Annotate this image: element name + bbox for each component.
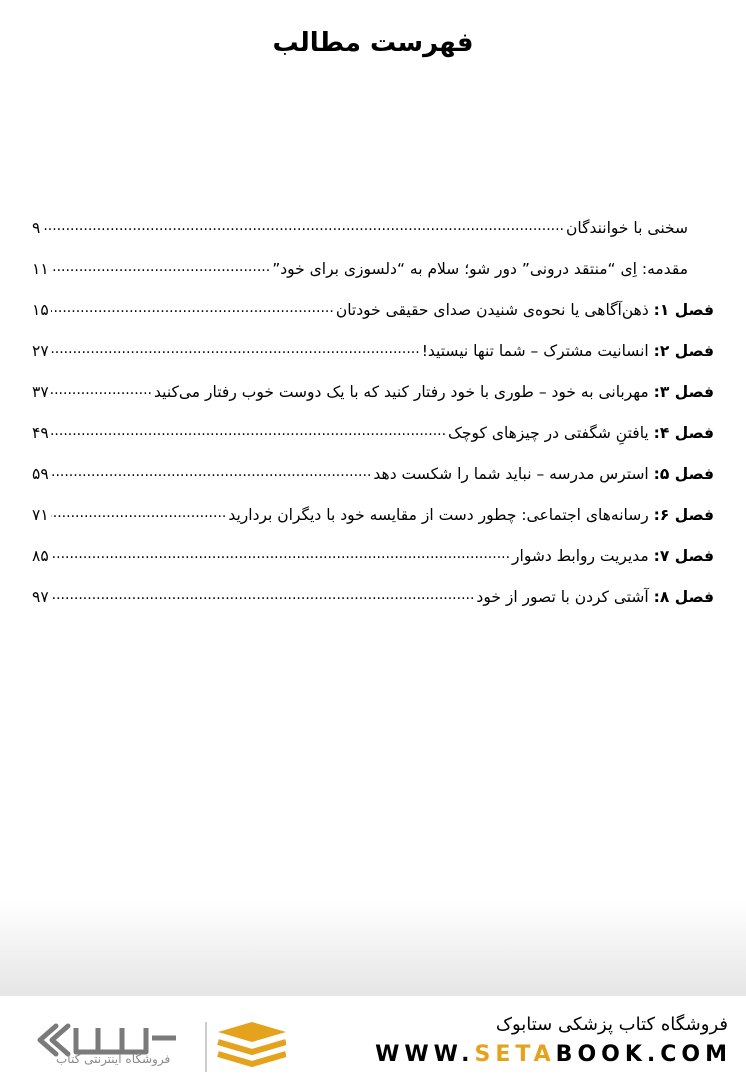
toc-label: فصل ۷: مدیریت روابط دشوار <box>512 547 714 565</box>
toc-label: فصل ۸: آشتی کردن با تصور از خود <box>476 588 714 606</box>
leader-dots <box>51 505 227 525</box>
page-title: فهرست مطالب <box>272 28 474 58</box>
leader-dots <box>51 587 475 607</box>
toc-label: فصل ۲: انسانیت مشترک – شما تنها نیستید! <box>421 342 714 360</box>
leader-dots <box>51 464 372 484</box>
url-suffix: BOOK.COM <box>555 1042 732 1067</box>
leader-dots <box>51 382 152 402</box>
toc-page-number: ۲۷ <box>32 342 49 360</box>
store-name: فروشگاه کتاب پزشکی ستابوک <box>495 1014 728 1035</box>
toc-page-number: ۳۷ <box>32 383 49 401</box>
toc-page-number: ۸۵ <box>32 547 49 565</box>
toc-entry-chapter-3[interactable] <box>32 376 714 408</box>
url-accent: SETA <box>474 1042 556 1067</box>
toc-label: فصل ۱: ذهن‌آگاهی یا نحوه‌ی شنیدن صدای حقیقی خودتان <box>335 301 714 319</box>
toc-page-number: ۱۵ <box>32 301 49 319</box>
toc-label: مقدمه: اِی “منتقد درونی” دور شو؛ سلام به “دلسوزی برای خود” <box>272 260 688 278</box>
toc-entry-chapter-1[interactable] <box>32 294 714 326</box>
toc-entry-preface[interactable] <box>32 212 688 244</box>
toc-entry-intro[interactable] <box>32 253 688 285</box>
url-prefix: WWW. <box>375 1042 475 1067</box>
toc-entry-chapter-8[interactable] <box>32 581 714 613</box>
logo-tagline: فروشگاه اینترنتی کتاب <box>56 1052 171 1066</box>
setabook-logo-icon[interactable] <box>36 1018 286 1078</box>
toc-page-number: ۴۹ <box>32 424 49 442</box>
leader-dots <box>51 300 334 320</box>
toc-entry-chapter-7[interactable] <box>32 540 714 572</box>
toc-entry-chapter-5[interactable] <box>32 458 714 490</box>
toc-entry-chapter-6[interactable] <box>32 499 714 531</box>
leader-dots <box>51 546 510 566</box>
toc-label: سخنی با خوانندگان <box>566 219 688 237</box>
leader-dots <box>51 259 271 279</box>
toc-page-number: ۹ <box>32 219 41 237</box>
toc-page-number: ۷۱ <box>32 506 49 524</box>
leader-dots <box>51 423 446 443</box>
toc-entry-chapter-4[interactable] <box>32 417 714 449</box>
toc-entry-chapter-2[interactable] <box>32 335 714 367</box>
toc-label: فصل ۴: یافتنِ شگفتی در چیزهای کوچک <box>448 424 714 442</box>
toc-page-number: ۱۱ <box>32 260 49 278</box>
toc-page-number: ۹۷ <box>32 588 49 606</box>
leader-dots <box>42 218 564 238</box>
footer-banner <box>0 996 746 1080</box>
toc-label: فصل ۵: استرس مدرسه – نباید شما را شکست دهد <box>373 465 714 483</box>
toc-label: فصل ۳: مهربانی به خود – طوری با خود رفتار کنید که با یک دوست خوب رفتار می‌کنید <box>154 383 714 401</box>
footer-gradient <box>0 900 746 1000</box>
toc-page-number: ۵۹ <box>32 465 49 483</box>
leader-dots <box>51 341 420 361</box>
toc-label: فصل ۶: رسانه‌های اجتماعی: چطور دست از مقایسه خود با دیگران بردارید <box>228 506 714 524</box>
store-url-link[interactable] <box>375 1042 732 1067</box>
